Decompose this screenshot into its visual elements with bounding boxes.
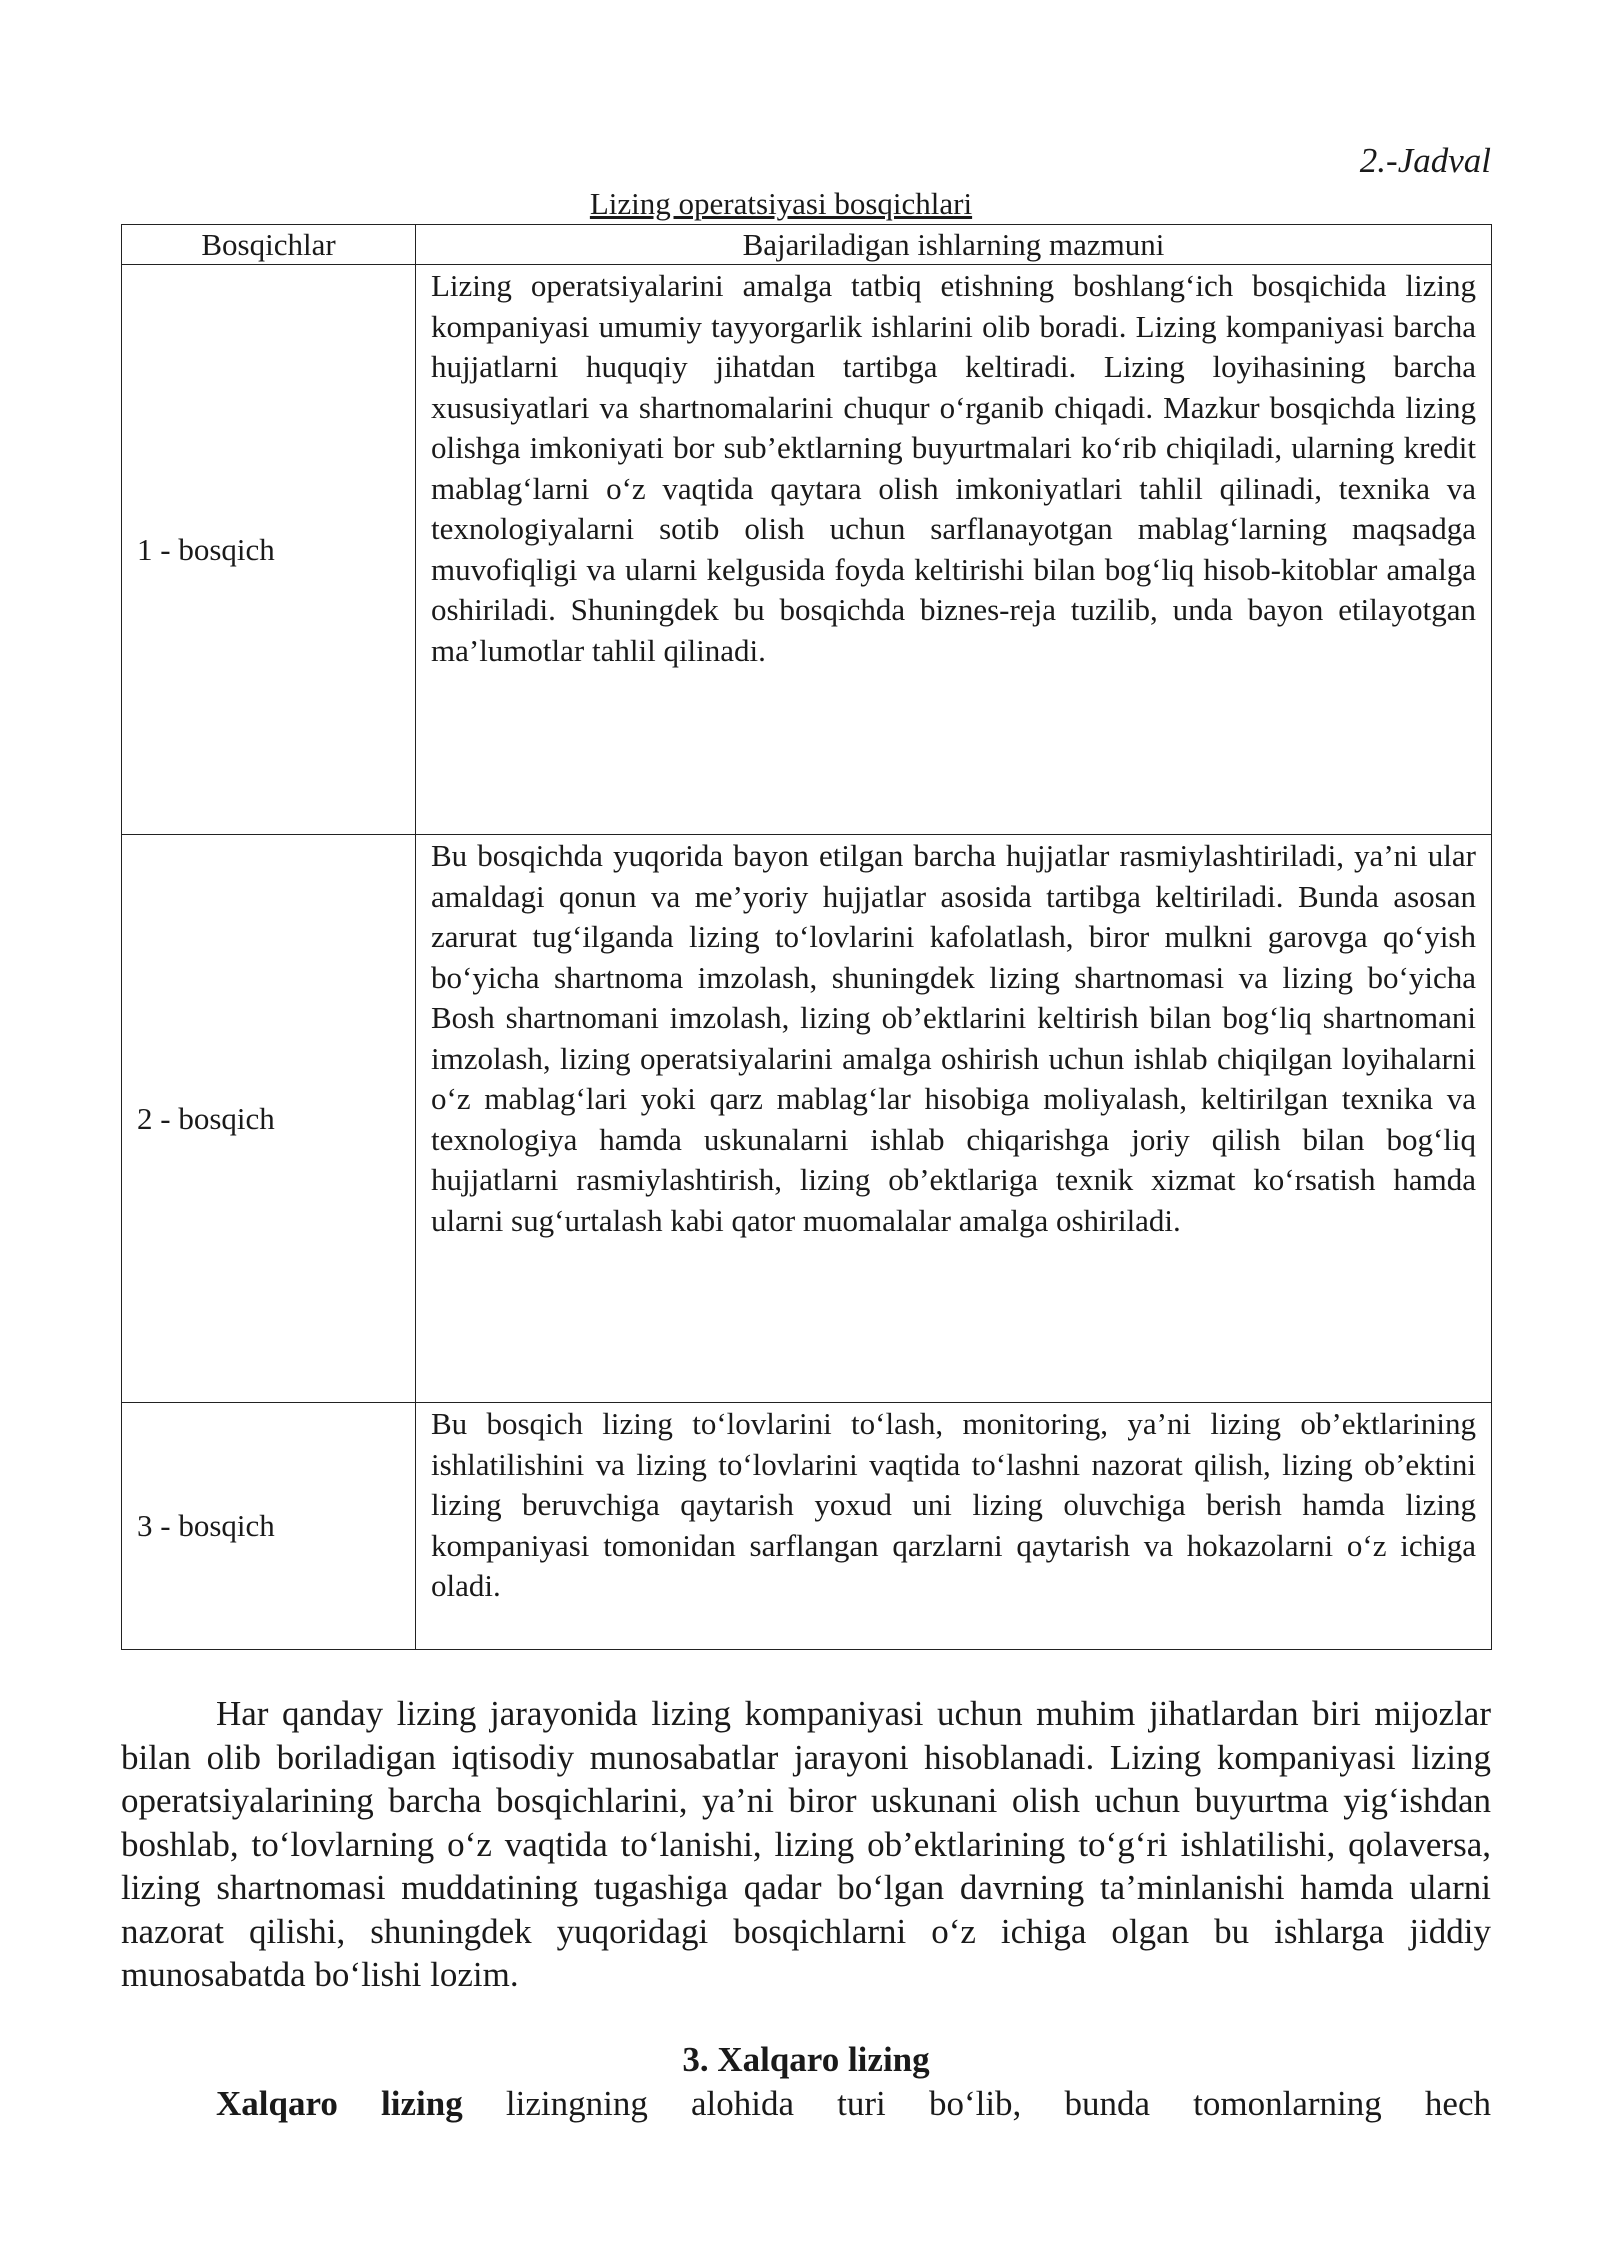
stage-name: 1 - bosqich: [122, 265, 416, 835]
header-content: Bajariladigan ishlarning mazmuni: [416, 225, 1492, 265]
stage-content: Lizing operatsiyalarini amalga tatbiq etishning boshlang‘ich bosqichida lizing kompaniyasi umumiy tayyorgarlik ishlarini olib boradi. Lizing kompaniyasi barcha hujjatlarni huquqiy jihatdan tartibga keltiradi. Lizing loyihasining barcha xususiyatlari va shartnomalarini chuqur o‘rganib chiqadi. Mazkur bosqichda lizing olishga imkoniyati bor sub’ektlarning buyurtmalari ko‘rib chiqiladi, ularning kredit mablag‘larni o‘z vaqtida qaytara olish imkoniyatlari tahlil qilinadi, texnika va texnologiyalarni sotib olish uchun sarflanayotgan mablag‘larning maqsadga muvofiqligi va ularni kelgusida foyda keltirishi bilan bog‘liq hisob-kitoblar amalga oshiriladi. Shuningdek bu bosqichda biznes-reja tuzilib, unda bayon etilayotgan ma’lumotlar tahlil qilinadi.: [416, 265, 1492, 835]
bold-term: Xalqaro lizing: [216, 2083, 463, 2123]
body-paragraph: Har qanday lizing jarayonida lizing kompaniyasi uchun muhim jihatlardan biri mijozlar bilan olib boriladigan iqtisodiy munosabatlar jarayoni hisoblanadi. Lizing kompaniyasi lizing operatsiyalarining barcha bosqichlarini, ya’ni biror uskunani olish uchun buyurtma yig‘ishdan boshlab, to‘lovlarning o‘z vaqtida to‘lanishi, lizing ob’ektlarining to‘g‘ri ishlatilishi, qolaversa, lizing shartnomasi muddatining tugashiga qadar bo‘lgan davrning ta’minlanishi hamda ularni nazorat qilishi, shuningdek yuqoridagi bosqichlarni o‘z ichiga olgan bu ishlarga jiddiy munosabatda bo‘lishi lozim.: [121, 1694, 1491, 1994]
section-heading: 3. Xalqaro lizing: [682, 2039, 930, 2079]
header-stages: Bosqichlar: [122, 225, 416, 265]
stage-content: Bu bosqichda yuqorida bayon etilgan barcha hujjatlar rasmiylashtiriladi, ya’ni ular amaldagi qonun va me’yoriy hujjatlar asosida tartibga keltiriladi. Bunda asosan zarurat tug‘ilganda lizing to‘lovlarini kafolatlash, biror mulkni garovga qo‘yish bo‘yicha shartnoma imzolash, shuningdek lizing shartnomasi va lizing bo‘yicha Bosh shartnomani imzolash, lizing ob’ektlarini keltirish bilan bog‘liq shartnomani imzolash, lizing operatsiyalarini amalga oshirish uchun ishlab chiqilgan loyihalarni o‘z mablag‘lari yoki qarz mablag‘lar hisobiga moliyalash, keltirilgan texnika va texnologiya hamda uskunalarni ishlab chiqarishga joriy qilish bilan bog‘liq hujjatlarni rasmiylashtirish, lizing ob’ektlariga texnik xizmat ko‘rsatish hamda ularni sug‘urtalash kabi qator muomalalar amalga oshiriladi.: [416, 835, 1492, 1403]
leasing-stages-table: [121, 224, 1492, 1650]
section-paragraph: [121, 2082, 1491, 2126]
stage-content: Bu bosqich lizing to‘lovlarini to‘lash, monitoring, ya’ni lizing ob’ektlarining ishlatilishini va lizing to‘lovlarini vaqtida to‘lashni nazorat qilish, lizing ob’ektini lizing beruvchiga qaytarish yoxud uni lizing oluvchiga berish hamda lizing kompaniyasi tomonidan sarflangan qarzlarni qaytarish va hokazolarni o‘z ichiga oladi.: [416, 1403, 1492, 1650]
table-caption: Lizing operatsiyasi bosqichlari: [589, 186, 973, 221]
table-row: [122, 1403, 1492, 1650]
stage-name: 3 - bosqich: [122, 1403, 416, 1650]
table-row: [122, 835, 1492, 1403]
table-header-row: [122, 225, 1492, 265]
section-text: lizingning alohida turi bo‘lib, bunda tomonlarning hech: [462, 2083, 1491, 2123]
stage-name: 2 - bosqich: [122, 835, 416, 1403]
document-page: [121, 140, 1491, 2126]
table-row: [122, 265, 1492, 835]
table-number: 2.-Jadval: [1359, 141, 1491, 180]
